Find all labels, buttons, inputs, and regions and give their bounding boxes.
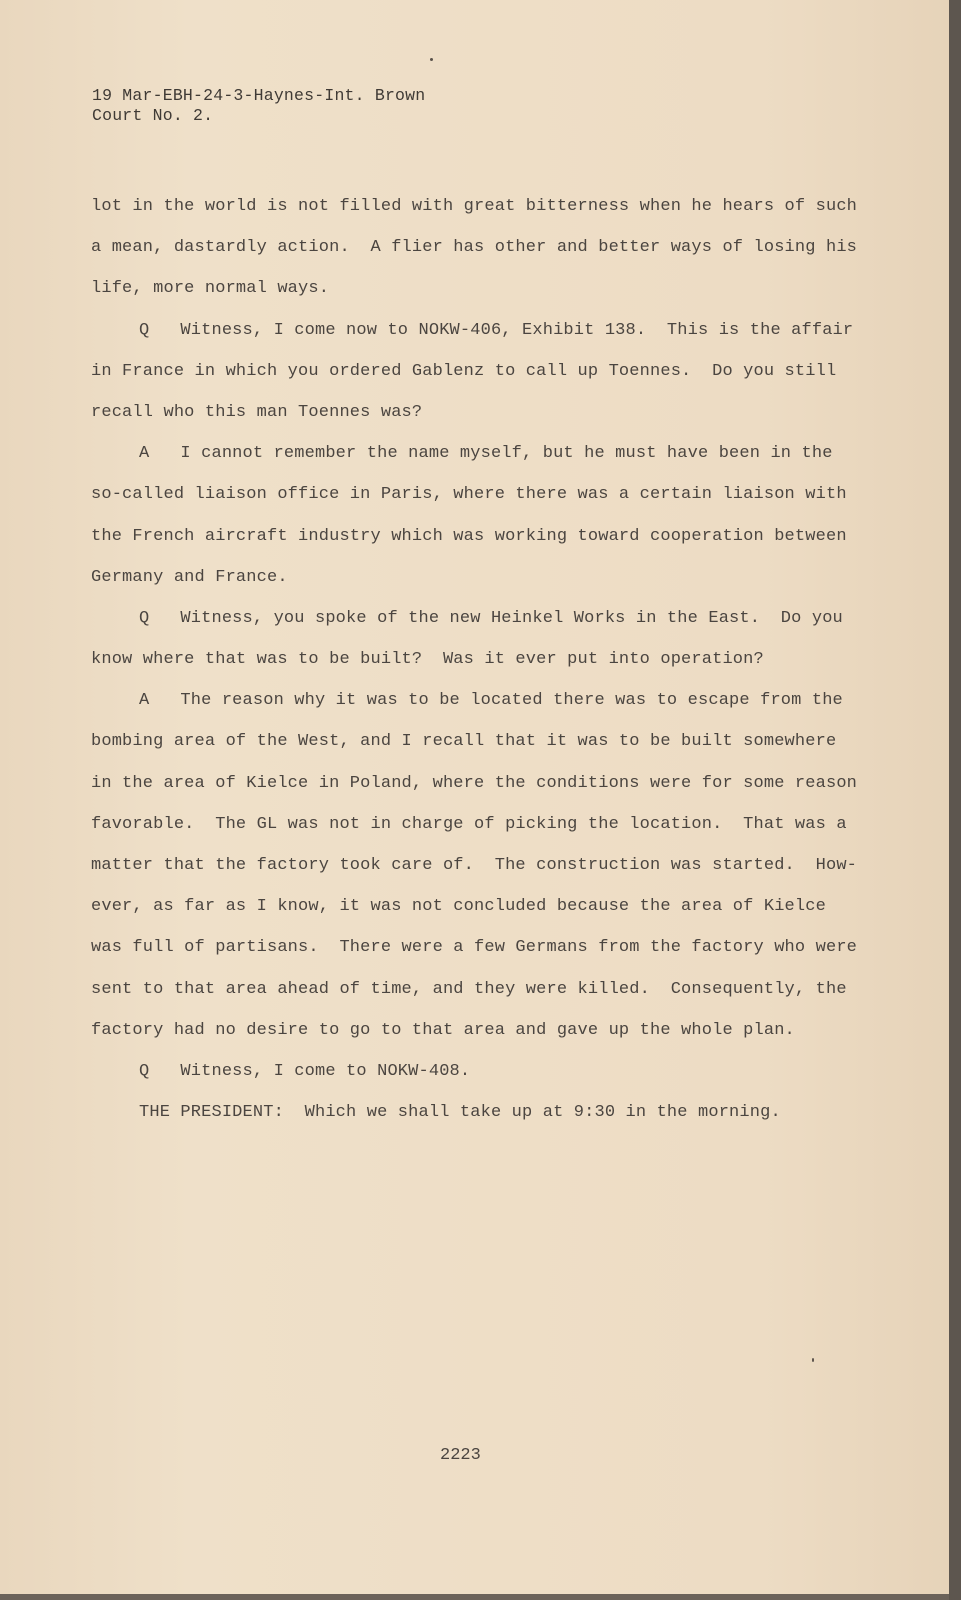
header-court-line: Court No. 2. — [92, 106, 214, 125]
transcript-line: favorable. The GL was not in charge of picking the location. That was a — [91, 814, 847, 834]
transcript-line: ever, as far as I know, it was not concluded because the area of Kielce — [91, 897, 826, 917]
president-line: THE PRESIDENT: Which we shall take up at 9:30 in the morning. — [139, 1103, 781, 1123]
transcript-line: in France in which you ordered Gablenz to call up Toennes. Do you still — [91, 361, 837, 381]
document-header — [92, 86, 425, 126]
transcript-line: so-called liaison office in Paris, where there was a certain liaison with — [91, 485, 847, 505]
transcript-line: recall who this man Toennes was? — [91, 402, 423, 422]
transcript-line: matter that the factory took care of. The construction was started. How- — [91, 856, 858, 875]
question-line: Q Witness, I come now to NOKW-406, Exhibit 138. This is the affair — [139, 320, 854, 340]
header-session-line: 19 Mar-EBH-24-3-Haynes-Int. Brown — [92, 86, 426, 105]
transcript-line: bombing area of the West, and I recall that it was to be built somewhere — [91, 732, 837, 752]
transcript-line: in the area of Kielce in Poland, where the conditions were for some reason — [91, 773, 858, 793]
transcript-line: life, more normal ways. — [91, 279, 330, 299]
question-line: Q Witness, you spoke of the new Heinkel Works in the East. Do you — [139, 608, 843, 628]
transcript-line: know where that was to be built? Was it ever put into operation? — [91, 650, 764, 670]
answer-line: A I cannot remember the name myself, but he must have been in the — [139, 444, 833, 464]
paper-speck — [812, 1358, 814, 1362]
transcript-line: Germany and France. — [91, 567, 288, 587]
transcript-line: lot in the world is not filled with great bitterness when he hears of such — [91, 197, 858, 216]
transcript-line: a mean, dastardly action. A flier has other and better ways of losing his — [91, 238, 858, 258]
paper-speck — [430, 58, 433, 61]
transcript-body — [91, 186, 858, 1133]
scan-edge — [949, 0, 961, 1600]
transcript-line: factory had no desire to go to that area and gave up the whole plan. — [91, 1020, 795, 1040]
transcript-line: sent to that area ahead of time, and they were killed. Consequently, the — [91, 979, 847, 999]
answer-line: A The reason why it was to be located there was to escape from the — [139, 691, 843, 711]
transcript-line: was full of partisans. There were a few Germans from the factory who were — [91, 938, 858, 958]
page-number: 2223 — [440, 1446, 481, 1465]
question-line: Q Witness, I come to NOKW-408. — [139, 1061, 471, 1081]
transcript-line: the French aircraft industry which was working toward cooperation between — [91, 526, 847, 546]
